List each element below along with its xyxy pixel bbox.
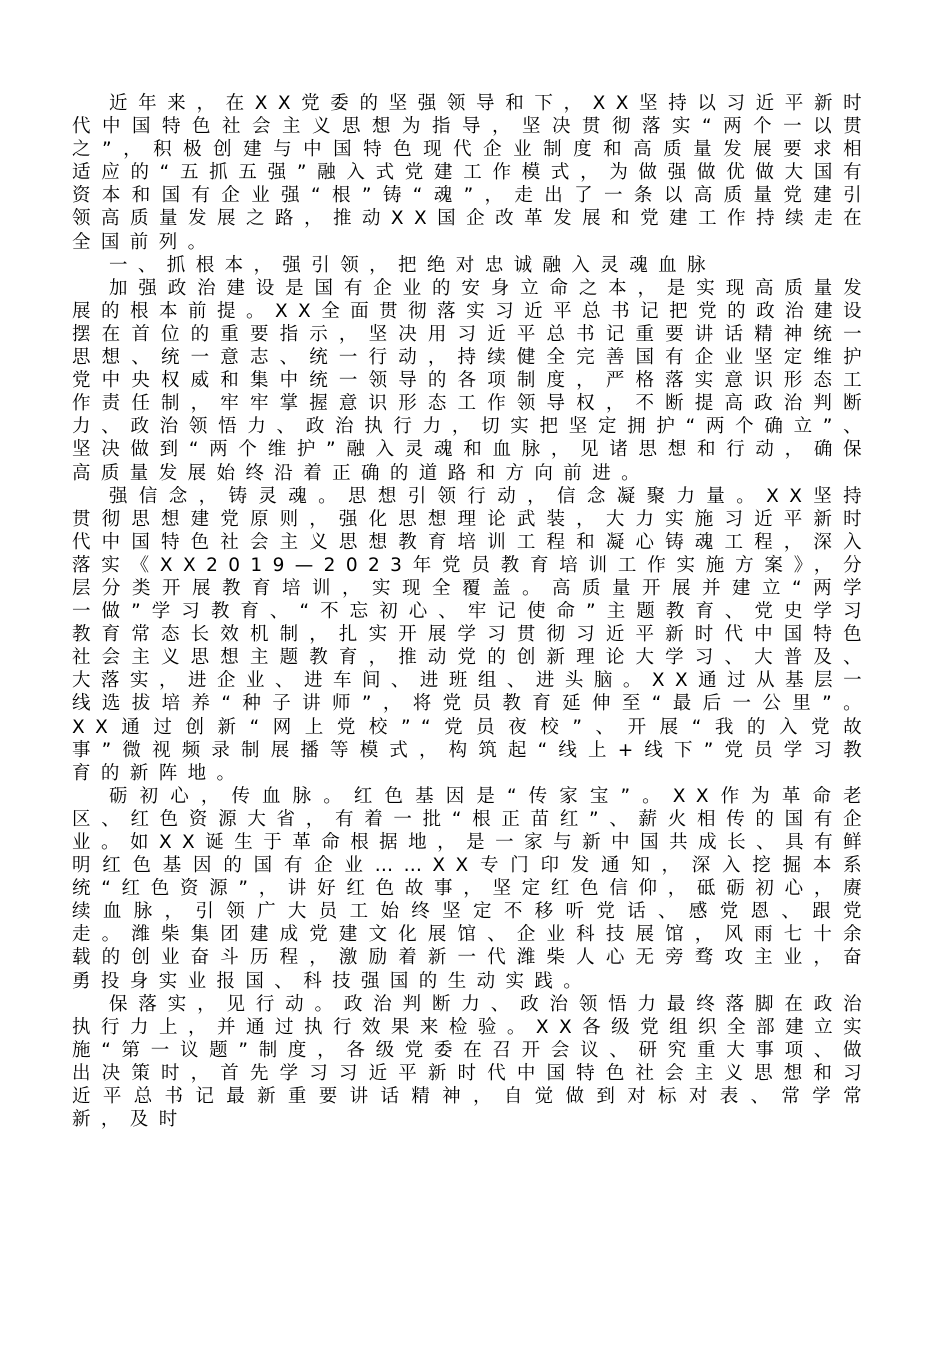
body-paragraph: 砺初心，传血脉。红色基因是“传家宝”。XX作为革命老区、红色资源大省，有着一批“根正苗红”、薪火相传的国有企业。如XX诞生于革命根据地，是一家与新中国共成长、具有鲜明红色基因的国有企业……XX专门印发通知，深入挖掘本系统“红色资源”，讲好红色故事，坚定红色信仰，砥砺初心，赓续血脉，引领广大员工始终坚定不移听党话、感党恩、跟党走。潍柴集团建成党建文化展馆、企业科技展馆，风雨七十余载的创业奋斗历程，激励着新一代潍柴人心无旁骛攻主业，奋勇投身实业报国、科技强国的生动实践。 [72,785,872,992]
body-paragraph: 强信念，铸灵魂。思想引领行动，信念凝聚力量。XX坚持贯彻思想建党原则，强化思想理论武装，大力实施习近平新时代中国特色社会主义思想教育培训工程和凝心铸魂工程，深入落实《XX2019—2023年党员教育培训工作实施方案》，分层分类开展教育培训，实现全覆盖。高质量开展并建立“两学一做”学习教育、“不忘初心、牢记使命”主题教育、党史学习教育常态长效机制，扎实开展学习贯彻习近平新时代中国特色社会主义思想主题教育，推动党的创新理论大学习、大普及、大落实，进企业、进车间、进班组、进头脑。XX通过从基层一线选拔培养“种子讲师”，将党员教育延伸至“最后一公里”。XX通过创新“网上党校”“党员夜校”、开展“我的入党故事”微视频录制展播等模式，构筑起“线上+线下”党员学习教育的新阵地。 [72,485,872,784]
section-heading: 一、抓根本，强引领，把绝对忠诚融入灵魂血脉 [109,254,716,276]
body-paragraph: 加强政治建设是国有企业的安身立命之本，是实现高质量发展的根本前提。XX全面贯彻落实习近平总书记把党的政治建设摆在首位的重要指示，坚决用习近平总书记重要讲话精神统一思想、统一意志、统一行动，持续健全完善国有企业坚定维护党中央权威和集中统一领导的各项制度，严格落实意识形态工作责任制，牢牢掌握意识形态工作领导权，不断提高政治判断力、政治领悟力、政治执行力，切实把坚定拥护“两个确立”、坚决做到“两个维护”融入灵魂和血脉，见诸思想和行动，确保高质量发展始终沿着正确的道路和方向前进。 [72,277,872,484]
document-page [72,92,872,1131]
intro-paragraph: 近年来，在XX党委的坚强领导和下，XX坚持以习近平新时代中国特色社会主义思想为指导，坚决贯彻落实“两个一以贯之”，积极创建与中国特色现代企业制度和高质量发展要求相适应的“五抓五强”融入式党建工作模式，为做强做优做大国有资本和国有企业强“根”铸“魂”，走出了一条以高质量党建引领高质量发展之路，推动XX国企改革发展和党建工作持续走在全国前列。 [72,93,872,253]
body-paragraph: 保落实，见行动。政治判断力、政治领悟力最终落脚在政治执行力上，并通过执行效果来检验。XX各级党组织全部建立实施“第一议题”制度，各级党委在召开会议、研究重大事项、做出决策时，首先学习习近平新时代中国特色社会主义思想和习近平总书记最新重要讲话精神，自觉做到对标对表、常学常新，及时 [72,993,872,1131]
